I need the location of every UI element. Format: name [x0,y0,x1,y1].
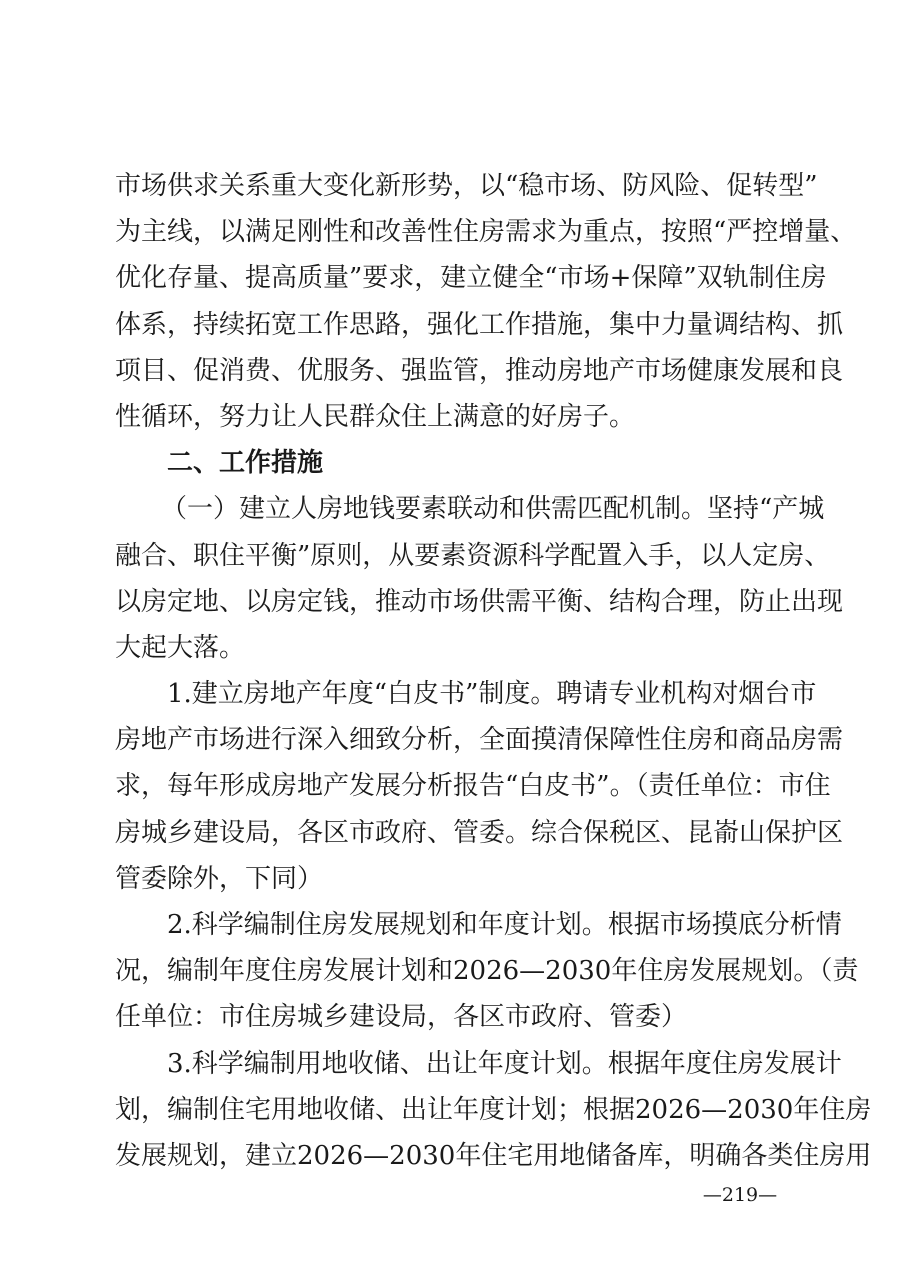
text-line: 以房定地、以房定钱，推动市场供需平衡、结构合理，防止出现 [115,586,844,617]
text-line: 性循环，努力让人民群众住上满意的好房子。 [115,401,636,432]
text-line: 融合、职住平衡”原则，从要素资源科学配置入手，以人定房、 [115,540,831,571]
text-line: 房地产市场进行深入细致分析，全面摸清保障性住房和商品房需 [115,725,844,756]
text-line: 优化存量、提高质量”要求，建立健全“市场+保障”双轨制住房 [115,263,827,294]
text-line: 为主线，以满足刚性和改善性住房需求为重点，按照“严控增量、 [115,217,857,248]
text-line: 房城乡建设局，各区市政府、管委。综合保税区、昆嵛山保护区 [115,817,844,848]
text-line: 项目、促消费、优服务、强监管，推动房地产市场健康发展和良 [115,355,844,386]
page-number: —219— [702,1184,778,1206]
text-line: 划，编制住宅用地收储、出让年度计划；根据2026—2030年住房 [115,1094,872,1125]
text-line: 发展规划，建立2026—2030年住宅用地储备库，明确各类住房用 [115,1140,872,1171]
text-line: 管委除外，下同） [115,863,324,894]
subsection-heading-line: （一）建立人房地钱要素联动和供需匹配机制。坚持“产城 [161,494,825,525]
text-line: 任单位：市住房城乡建设局，各区市政府、管委） [115,1002,688,1033]
text-line: 况，编制年度住房发展计划和2026—2030年住房发展规划。（责 [115,956,859,987]
item-heading-line: 3.科学编制用地收储、出让年度计划。根据年度住房发展计 [167,1048,842,1079]
body-text [115,163,872,1179]
text-line: 体系，持续拓宽工作思路，强化工作措施，集中力量调结构、抓 [115,309,844,340]
text-line: 市场供求关系重大变化新形势，以“稳市场、防风险、促转型” [115,171,818,201]
text-line: 求，每年形成房地产发展分析报告“白皮书”。（责任单位：市住 [115,771,831,802]
text-line: 大起大落。 [115,632,246,663]
item-heading-line: 1.建立房地产年度“白皮书”制度。聘请专业机构对烟台市 [167,679,817,710]
item-heading-line: 2.科学编制住房发展规划和年度计划。根据市场摸底分析情 [167,910,842,940]
section-heading: 二、工作措施 [167,448,324,479]
